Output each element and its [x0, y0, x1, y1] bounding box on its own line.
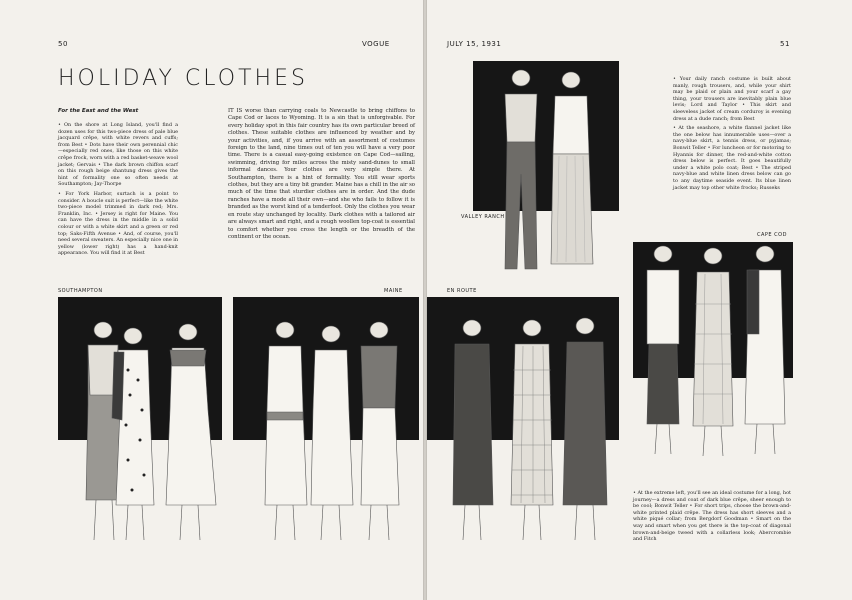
caption-paragraph: • At the seashore, a white flannel jacket like the one below has innumerable uses—over a navy-blue skirt, a tennis dress, or pyjamas; Bonwit Teller • For luncheon or for motoring to Hyannis for dinner, the red-and-white cotton dress below is perfect. It goes beautifully under a white polo coat; Best • The striped navy-blue and white linen dress below can go to any daytime seaside event. Its blue linen jacket may top other white frocks; Russeks — [673, 125, 791, 191]
fashion-illustration-valley-ranch — [473, 64, 619, 284]
caption-valley-ranch: VALLEY RANCH — [461, 214, 505, 220]
figure — [563, 318, 607, 540]
fashion-illustration-cape-cod — [633, 244, 793, 466]
figure — [551, 72, 593, 264]
fashion-illustration-southampton — [58, 300, 222, 555]
figure — [311, 326, 353, 540]
caption-cape-cod: CAPE COD — [757, 232, 787, 238]
figure — [511, 320, 553, 540]
caption-paragraph: • On the shore at Long Island, you'll find a dozen uses for this two-piece dress of pale blue jacquard crêpe, with white revers and cuffs; from Best • Dots have their own perennial chic—especially red ones, like those on this white crêpe frock, worn with a red basket-weave wool jacket; Gervais • The dark brown chiffon scarf on this rough beige shantung dress gives the hint of formality one so often needs at Southampton; Jay-Thorpe — [58, 122, 178, 188]
page-title: HOLIDAY CLOTHES — [58, 66, 308, 91]
caption-maine: MAINE — [384, 288, 403, 294]
caption-column-bottom — [633, 490, 791, 552]
issue-date: JULY 15, 1931 — [447, 40, 502, 48]
figure — [453, 320, 493, 540]
masthead: VOGUE — [362, 40, 390, 48]
figure — [647, 246, 679, 454]
left-page — [0, 0, 423, 600]
caption-column-left — [58, 122, 178, 280]
figure — [693, 248, 733, 456]
page-subtitle: For the East and the West — [58, 108, 139, 114]
fashion-illustration-maine — [233, 300, 419, 555]
caption-paragraph: • Your daily ranch costume is built about manly, rough trousers, and, while your shirt may be plaid or plain and your scarf a gay thing, your trousers are inevitably plain blue levis; Lord and Taylor • This skirt and sleeveless jacket of cream corduroy is evening dress at a dude ranch; from Best — [673, 76, 791, 122]
caption-en-route: EN ROUTE — [447, 288, 477, 294]
page-number-left: 50 — [58, 40, 68, 48]
fashion-illustration-en-route — [427, 300, 619, 555]
figure — [505, 70, 537, 269]
figure — [265, 322, 307, 540]
caption-southampton: SOUTHAMPTON — [58, 288, 103, 294]
figure — [166, 324, 216, 540]
figure — [361, 322, 399, 540]
article-paragraph: IT IS worse than carrying coals to Newcastle to bring chiffons to Cape Cod or laces to Wyoming. It is a sin that is unforgivable. For every holiday spot in this fair country has its own particular breed of clothes. These suitable clothes are influenced by weather and by your activities, and, if you arrive with an assortment of costumes foreign to the land, nine times out of ten you will have a very poor time. There is a casual easy-going existence on Cape Cod—sailing, swimming, driving for miles across the misty sand-dunes to small informal dances. Your clothes are very simple there. At Southampton, there is a hint of formality. You still wear sports clothes, but they are a tiny bit grander. Maine has a chill in the air so much of the time that sturdier clothes are in order. And the dude ranches have a mode all their own—and she who fails to follow it is branded as the worst kind of a tenderfoot. Only the clothes you wear en route stay unchanged by locality. Dark clothes with a tailored air are always smart and right, and a rough woollen top-coat is essential to comfort whether you cross the length or the breadth of the continent or the ocean. — [228, 108, 415, 240]
page-number-right: 51 — [780, 40, 790, 48]
figure — [745, 246, 785, 454]
right-page — [427, 0, 852, 600]
article-body — [228, 108, 415, 288]
caption-paragraph: • For York Harbor, surtach is a point to consider. A boucle suit is perfect—like the white two-piece model trimmed in dark red; Mrs. Franklin, Inc. • Jersey is right for Maine. You can have the dress in the middle in a solid colour or with a white skirt and a green or red top; Saks-Fifth Avenue • And, of course, you'll need several sweaters. An especially nice one in yellow (lower right) has a hand-knit appearance. You will find it at Best — [58, 190, 178, 257]
caption-paragraph: • At the extreme left, you'll see an ideal costume for a long, hot journey—a dress and coat of dark blue crêpe, sheer enough to be cool; Bonwit Teller • For short trips, choose the brown-and-white printed plaid crêpe. The dress has short sleeves and a white piqué collar; from Bergdorf Goodman • Smart on the way and smart when you get there is the top-coat of diagonal brown-and-beige tweed with a collarless look; Abercrombie and Fitch — [633, 490, 791, 543]
caption-column-right — [673, 76, 791, 216]
